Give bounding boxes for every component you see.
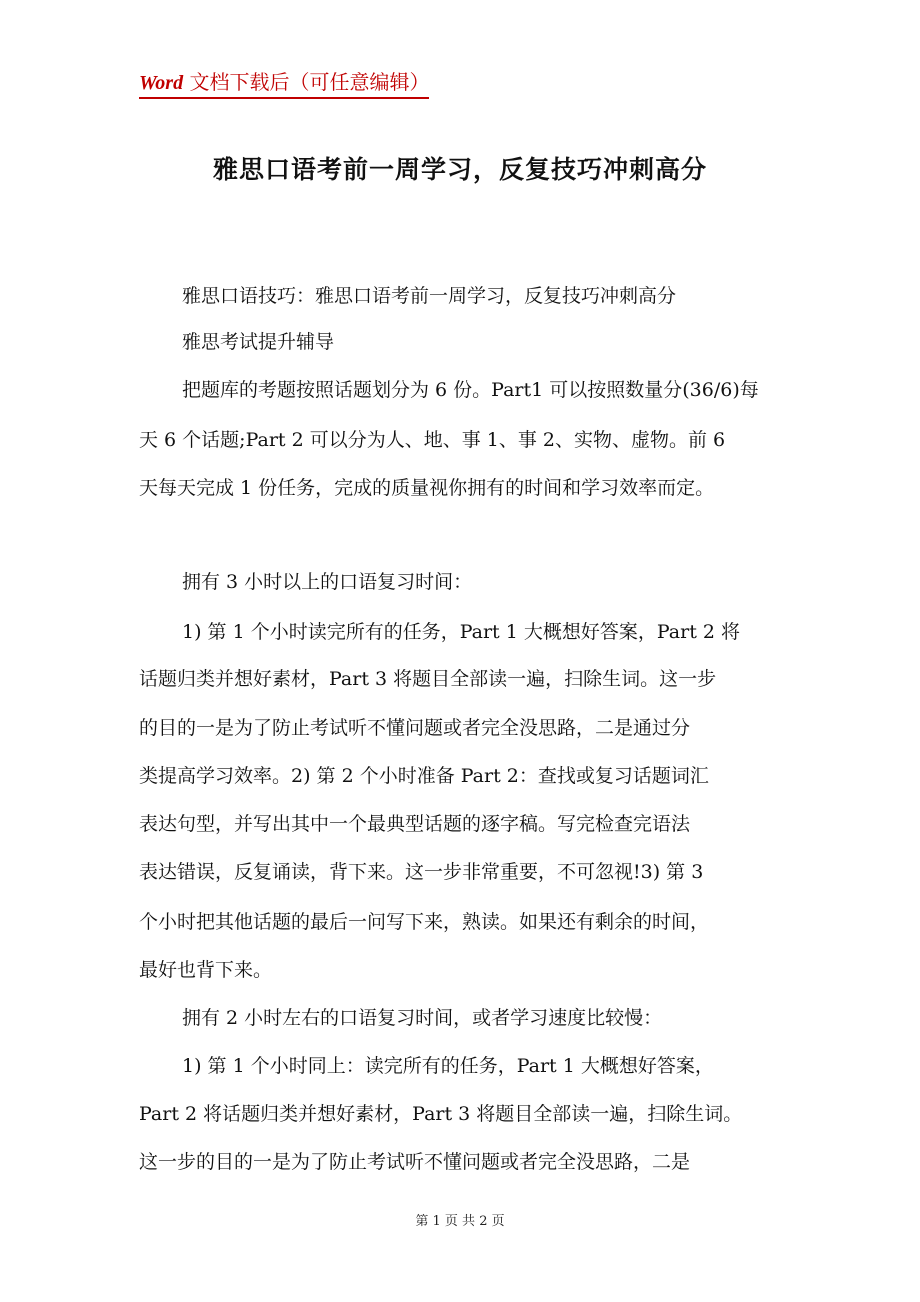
paragraph-line: 个小时把其他话题的最后一问写下来，熟读。如果还有剩余的时间， (139, 911, 710, 933)
paragraph-line: Part 2 将话题归类并想好素材，Part 3 将题目全部读一遍，扫除生词。 (139, 1103, 743, 1125)
paragraph-line: 天 6 个话题;Part 2 可以分为人、地、事 1、事 2、实物、虚物。前 6 (139, 429, 726, 451)
paragraph-line: 天每天完成 1 份任务，完成的质量视你拥有的时间和学习效率而定。 (139, 477, 715, 499)
paragraph-line: 话题归类并想好素材，Part 3 将题目全部读一遍，扫除生词。这一步 (139, 668, 717, 690)
paragraph-line: 1) 第 1 个小时同上：读完所有的任务，Part 1 大概想好答案， (182, 1055, 714, 1077)
header-close: ） (409, 70, 430, 94)
paragraph-line: 表达错误，反复诵读，背下来。这一步非常重要，不可忽视!3) 第 3 (139, 861, 704, 883)
paragraph-line: 的目的一是为了防止考试听不懂问题或者完全没思路，二是通过分 (139, 717, 691, 739)
paragraph-line: 最好也背下来。 (139, 959, 273, 981)
paragraph-line: 1) 第 1 个小时读完所有的任务，Part 1 大概想好答案，Part 2 将 (182, 621, 740, 643)
header-text: 文档下载后（可任意 (183, 70, 370, 94)
header-edit: 编辑 (369, 70, 410, 94)
paragraph-line: 表达句型，并写出其中一个最典型话题的逐字稿。写完检查完语法 (139, 813, 691, 835)
paragraph-line: 雅思口语技巧：雅思口语考前一周学习，反复技巧冲刺高分 (182, 285, 677, 307)
paragraph-line: 类提高学习效率。2) 第 2 个小时准备 Part 2：查找或复习话题词汇 (139, 765, 709, 787)
paragraph-line: 拥有 2 小时左右的口语复习时间，或者学习速度比较慢： (182, 1007, 663, 1029)
document-title: 雅思口语考前一周学习，反复技巧冲刺高分 (212, 155, 707, 184)
download-header (139, 66, 429, 99)
header-word: Word (139, 72, 184, 94)
paragraph-line: 雅思考试提升辅导 (182, 331, 335, 353)
paragraph-line: 拥有 3 小时以上的口语复习时间： (182, 571, 473, 593)
page-footer: 第 1 页 共 2 页 (415, 1214, 505, 1229)
paragraph-line: 把题库的考题按照话题划分为 6 份。Part1 可以按照数量分(36/6)每 (182, 379, 759, 401)
paragraph-line: 这一步的目的一是为了防止考试听不懂问题或者完全没思路，二是 (139, 1151, 691, 1173)
